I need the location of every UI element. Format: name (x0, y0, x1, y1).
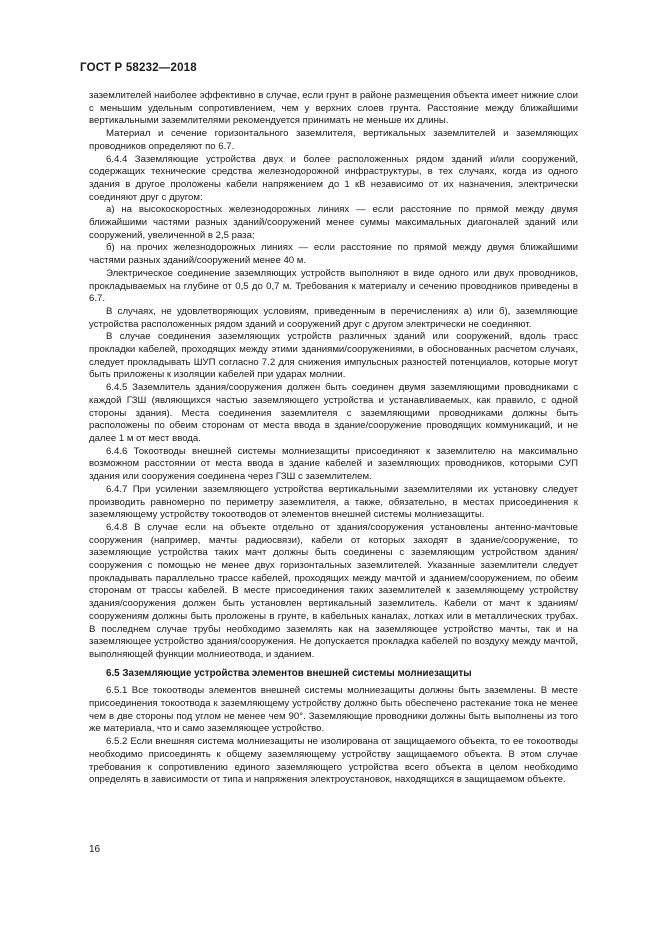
paragraph: Материал и сечение горизонтального заземлителя, вертикальных заземлителей и заземляющих проводников определяют по 6.7. (89, 128, 578, 152)
section-heading: 6.5 Заземляющие устройства элементов внешней системы молниезащиты (106, 667, 472, 679)
paragraph: 6.4.6 Токоотводы внешней системы молниезащиты присоединяют к заземлителю на максимально возможном расстоянии от места ввода в здание кабелей и заземляющих проводников, которыми СУП здания или сооружения соединена через ГЗШ с заземлителем. (89, 445, 578, 483)
document-header: ГОСТ Р 58232—2018 (80, 62, 197, 74)
paragraph: 6.4.7 При усилении заземляющего устройства вертикальными заземлителями их установку следует производить равномерно по периметру заземлителя, а также, обязательно, в местах присоединения к заземляющему устройству токоотводов от элементов внешней системы молниезащиты. (89, 483, 578, 521)
paragraph: 6.5.1 Все токоотводы элементов внешней системы молниезащиты должны быть заземлены. В месте присоединения токоотвода к заземляющему устройству должно быть обеспечено растекание тока не менее чем в две стороны под углом не менее чем 90°. Заземляющие проводники должны быть выполнены из того же материала, что и само заземляющее устройство. (89, 685, 578, 735)
paragraph: 6.5.2 Если внешняя система молниезащиты не изолирована от защищаемого объекта, то ее токоотводы необходимо присоединять к общему заземляющему устройству защищаемого объекта. В этом случае требования к сопротивлению единого заземляющего устройства всего объекта в целом необходимо определять в зависимости от типа и напряжения электроустановок, находящихся в защищаемом объекте. (89, 736, 578, 786)
list-item-b: б) на прочих железнодорожных линиях — если расстояние по прямой между двумя ближайшими частями разных зданий/сооружений менее 40 м. (89, 242, 578, 267)
paragraph: заземлителей наиболее эффективно в случае, если грунт в районе размещения объекта имеет нижние слои с меньшим удельным сопротивлением, чем у верхних слоев грунта. Расстояние между ближайшими вертикальными заземлителями рекомендуется принимать не меньше их длины. (89, 90, 578, 127)
paragraph: В случае соединения заземляющих устройств различных зданий или сооружений, вдоль трасс прокладки кабелей, проходящих между этими зданиями/сооружениями, в обоснованных расчетом случаях, следует прокладывать ШУП согласно 7.2 для снижения импульсных разностей потенциалов, которые могут быть приложены к изоляции кабелей при ударах молнии. (89, 331, 578, 381)
paragraph: 6.4.4 Заземляющие устройства двух и более расположенных рядом зданий и/или сооружений, содержащих технические средства железнодорожной инфраструктуры, в тех случаях, когда из одного здания в другое проложены кабели напряжением до 1 кВ независимо от их назначения, электрически соединяют друг с другом: (89, 153, 578, 203)
page-number: 16 (89, 844, 101, 855)
document-body (89, 90, 578, 787)
paragraph: В случаях, не удовлетворяющих условиям, приведенным в перечислениях а) или б), заземляющие устройства расположенных рядом зданий и сооружений друг с другом электрически не соединяют. (89, 305, 578, 330)
paragraph: 6.4.5 Заземлитель здания/сооружения должен быть соединен двумя заземляющими проводниками с каждой ГЗШ (являющихся частью заземляющего устройства и устанавливаемых, как правило, с одной стороны здания). Места соединения заземлителя с заземляющими проводниками должны быть расположены по обеим сторонам от места ввода в здание/сооружение проводящих коммуникаций, и не далее 1 м от мест ввода. (89, 382, 578, 444)
paragraph: 6.4.8 В случае если на объекте отдельно от здания/сооружения установлены антенно-мачтовые сооружения (например, мачты радиосвязи), кабели от которых заходят в здание/сооружение, то заземляющие устройства таких мачт должны быть соединены с заземляющим устройством здания/сооружения с помощью не менее двух горизонтальных заземлителей. Указанные заземлители следует прокладывать параллельно трассе кабелей, проходящих между мачтой и зданием/сооружением, по обеим сторонам от трассы кабелей. В месте присоединения таких заземлителей к заземляющему устройству здания/сооружения должен быть установлен вертикальный заземлитель. Кабели от мачт к зданиям/сооружениям должны быть проложены в грунте, в кабельных каналах, лотках или в металлических трубах. В последнем случае трубы необходимо заземлять как на заземляющее устройство мачты, так и на заземляющее устройство здания/сооружения. Не допускается прокладка кабелей по воздуху между мачтой, выполняющей функции молниеотвода, и зданием. (89, 521, 578, 660)
list-item-a: а) на высокоскоростных железнодорожных линиях — если расстояние по прямой между двумя ближайшими частями разных зданий/сооружений менее суммы максимальных диагоналей зданий или сооружений, увеличенной в 2,5 раза; (89, 204, 578, 241)
paragraph: Электрическое соединение заземляющих устройств выполняют в виде одного или двух проводников, прокладываемых на глубине от 0,5 до 0,7 м. Требования к материалу и сечению проводников приведены в 6.7. (89, 267, 578, 305)
